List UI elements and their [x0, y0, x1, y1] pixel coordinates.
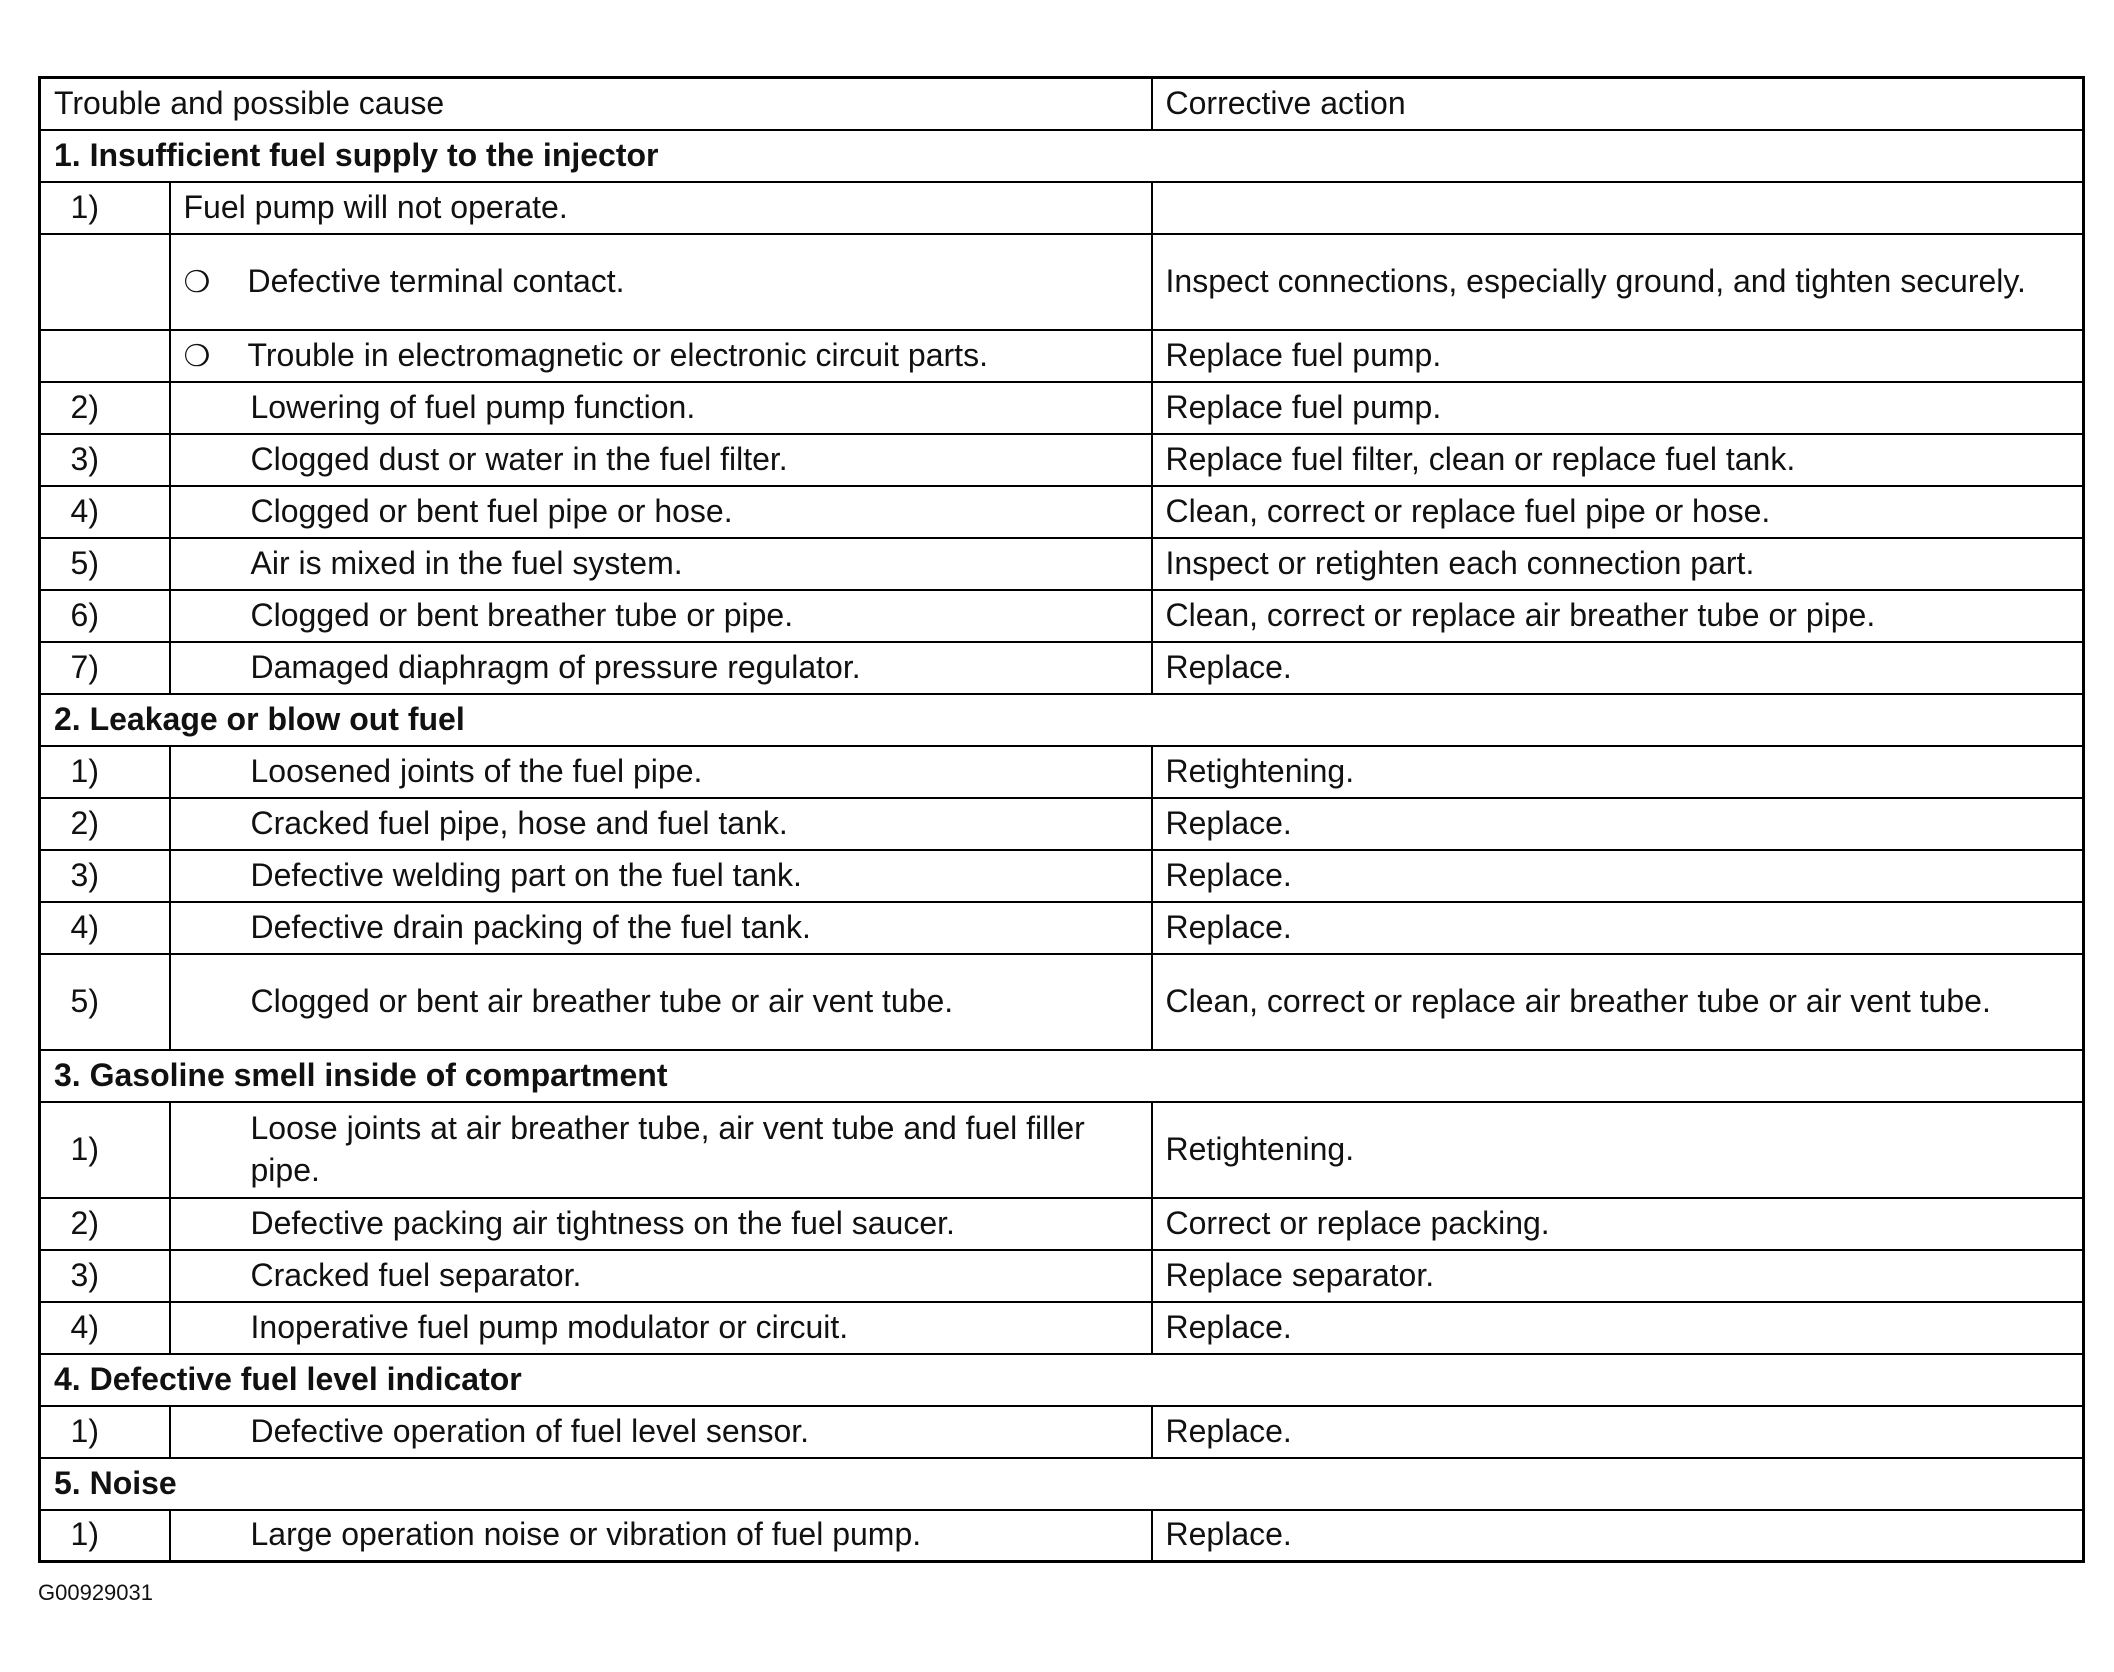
row-number: 1) — [40, 1406, 170, 1458]
row-cause-cell — [170, 902, 1152, 954]
table-row — [40, 486, 2084, 538]
row-number: 5) — [40, 954, 170, 1050]
row-action: Replace fuel filter, clean or replace fuel tank. — [1152, 434, 2084, 486]
row-cause: Loosened joints of the fuel pipe. — [250, 752, 703, 789]
section-row — [40, 130, 2084, 182]
table-row — [40, 590, 2084, 642]
section-title: 3. Gasoline smell inside of compartment — [40, 1050, 2084, 1102]
table-row — [40, 434, 2084, 486]
row-cause: Damaged diaphragm of pressure regulator. — [250, 648, 861, 685]
row-cause-cell — [170, 1406, 1152, 1458]
row-number: 3) — [40, 850, 170, 902]
row-number: 2) — [40, 798, 170, 850]
row-number: 6) — [40, 590, 170, 642]
table-row — [40, 954, 2084, 1050]
table-row — [40, 1510, 2084, 1562]
row-action: Replace. — [1152, 902, 2084, 954]
table-row — [40, 234, 2084, 330]
row-cause-cell — [170, 590, 1152, 642]
row-action: Retightening. — [1152, 1102, 2084, 1198]
row-action: Clean, correct or replace air breather tube or air vent tube. — [1152, 954, 2084, 1050]
table-row — [40, 1198, 2084, 1250]
row-action: Replace. — [1152, 1302, 2084, 1354]
row-cause-cell — [170, 1250, 1152, 1302]
row-cause: Clogged or bent fuel pipe or hose. — [250, 492, 733, 529]
row-number: 1) — [40, 1510, 170, 1562]
row-action: Replace. — [1152, 798, 2084, 850]
row-cause: Loose joints at air breather tube, air vent tube and fuel filler pipe. — [250, 1109, 1085, 1188]
row-number: 4) — [40, 1302, 170, 1354]
row-cause-cell — [170, 330, 1152, 382]
table-row — [40, 642, 2084, 694]
table-row — [40, 382, 2084, 434]
figure-id: G00929031 — [38, 1580, 153, 1605]
row-cause: Clogged or bent breather tube or pipe. — [250, 596, 794, 633]
row-number: 4) — [40, 902, 170, 954]
table-row — [40, 746, 2084, 798]
row-number: 2) — [40, 1198, 170, 1250]
row-action: Replace separator. — [1152, 1250, 2084, 1302]
row-number: 1) — [40, 1102, 170, 1198]
row-cause: Defective welding part on the fuel tank. — [250, 856, 802, 893]
row-cause-cell — [170, 642, 1152, 694]
row-action: Correct or replace packing. — [1152, 1198, 2084, 1250]
table-row — [40, 1102, 2084, 1198]
row-action: Inspect or retighten each connection part. — [1152, 538, 2084, 590]
section-row — [40, 1458, 2084, 1510]
table-row — [40, 330, 2084, 382]
table-row — [40, 902, 2084, 954]
row-cause-cell — [170, 1198, 1152, 1250]
row-cause: Trouble in electromagnetic or electronic circuit parts. — [247, 336, 988, 373]
row-cause-cell — [170, 954, 1152, 1050]
table-row — [40, 1250, 2084, 1302]
table-row — [40, 182, 2084, 234]
troubleshooting-table — [38, 76, 2085, 1563]
row-cause: Clogged dust or water in the fuel filter. — [250, 440, 788, 477]
row-cause: Cracked fuel separator. — [250, 1256, 582, 1293]
circle-bullet-icon: ❍ — [183, 339, 211, 373]
circle-bullet-icon: ❍ — [183, 265, 211, 299]
row-cause-cell — [170, 746, 1152, 798]
table-row — [40, 1406, 2084, 1458]
section-row — [40, 1354, 2084, 1406]
row-action: Replace. — [1152, 642, 2084, 694]
row-number: 3) — [40, 434, 170, 486]
row-cause-cell — [170, 1302, 1152, 1354]
row-action — [1152, 182, 2084, 234]
table-row — [40, 1302, 2084, 1354]
row-number: 1) — [40, 182, 170, 234]
row-cause-cell — [170, 798, 1152, 850]
row-cause: Fuel pump will not operate. — [183, 188, 568, 225]
row-action: Replace. — [1152, 1406, 2084, 1458]
row-cause-cell — [170, 486, 1152, 538]
table-header-row — [40, 78, 2084, 130]
row-action: Clean, correct or replace air breather tube or pipe. — [1152, 590, 2084, 642]
row-action: Replace. — [1152, 1510, 2084, 1562]
row-action: Retightening. — [1152, 746, 2084, 798]
header-action: Corrective action — [1152, 78, 2084, 130]
row-number: 2) — [40, 382, 170, 434]
section-row — [40, 694, 2084, 746]
row-action: Replace fuel pump. — [1152, 330, 2084, 382]
row-cause-cell — [170, 538, 1152, 590]
row-cause-cell — [170, 182, 1152, 234]
table-body — [40, 78, 2084, 1562]
row-cause-cell — [170, 1510, 1152, 1562]
table-row — [40, 798, 2084, 850]
row-cause: Air is mixed in the fuel system. — [250, 544, 683, 581]
row-number: 7) — [40, 642, 170, 694]
row-action: Replace fuel pump. — [1152, 382, 2084, 434]
row-cause-cell — [170, 382, 1152, 434]
row-cause: Clogged or bent air breather tube or air vent tube. — [250, 982, 954, 1019]
section-title: 1. Insufficient fuel supply to the injector — [40, 130, 2084, 182]
row-number: 1) — [40, 746, 170, 798]
row-cause: Defective packing air tightness on the fuel saucer. — [250, 1204, 955, 1241]
row-action: Inspect connections, especially ground, and tighten securely. — [1152, 234, 2084, 330]
row-cause-cell — [170, 1102, 1152, 1198]
section-title: 5. Noise — [40, 1458, 2084, 1510]
row-cause-cell — [170, 234, 1152, 330]
section-title: 2. Leakage or blow out fuel — [40, 694, 2084, 746]
row-cause: Defective operation of fuel level sensor. — [250, 1412, 810, 1449]
row-cause: Defective drain packing of the fuel tank. — [250, 908, 811, 945]
row-cause-cell — [170, 434, 1152, 486]
section-title: 4. Defective fuel level indicator — [40, 1354, 2084, 1406]
table-row — [40, 538, 2084, 590]
row-cause: Cracked fuel pipe, hose and fuel tank. — [250, 804, 788, 841]
row-cause: Lowering of fuel pump function. — [250, 388, 696, 425]
row-number: 4) — [40, 486, 170, 538]
row-number — [40, 330, 170, 382]
row-number: 5) — [40, 538, 170, 590]
section-row — [40, 1050, 2084, 1102]
row-number — [40, 234, 170, 330]
row-cause: Inoperative fuel pump modulator or circuit. — [250, 1308, 849, 1345]
row-cause: Large operation noise or vibration of fuel pump. — [250, 1516, 922, 1553]
row-cause: Defective terminal contact. — [247, 262, 625, 299]
row-number: 3) — [40, 1250, 170, 1302]
row-cause-cell — [170, 850, 1152, 902]
row-action: Replace. — [1152, 850, 2084, 902]
table-row — [40, 850, 2084, 902]
header-cause: Trouble and possible cause — [40, 78, 1152, 130]
row-action: Clean, correct or replace fuel pipe or hose. — [1152, 486, 2084, 538]
